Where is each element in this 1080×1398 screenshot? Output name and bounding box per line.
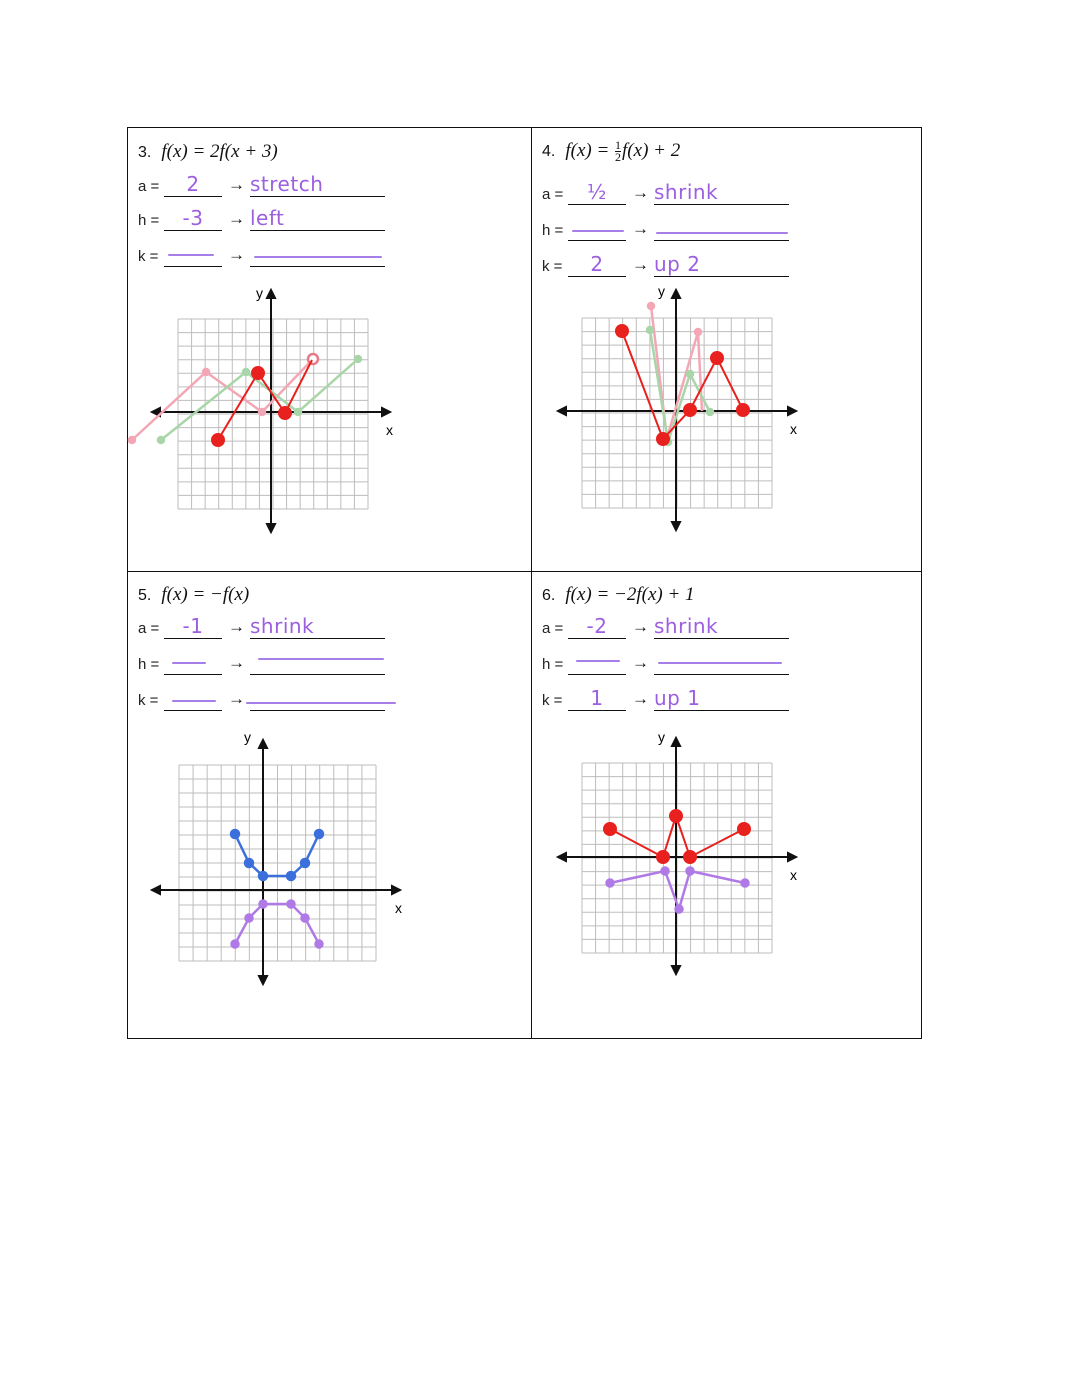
x-axis-label: x [395, 900, 402, 916]
k-effect-dash [254, 256, 382, 258]
a-effect-field[interactable]: shrink [654, 180, 789, 205]
y-axis-label: y [658, 729, 665, 745]
graph-3 [128, 282, 398, 542]
k-effect-field[interactable] [250, 242, 385, 267]
h-effect-dash [258, 658, 384, 660]
equation-text: f(x) = 2f(x + 3) [161, 141, 278, 162]
h-label: h = [542, 656, 564, 673]
equation-right: f(x) + 2 [622, 140, 681, 161]
problem-number: 4. [542, 143, 556, 160]
h-row [542, 216, 792, 242]
arrow-icon: → [632, 689, 649, 708]
arrow-icon: → [632, 653, 649, 672]
h-value-dash [572, 230, 624, 232]
x-axis-label: x [790, 867, 797, 883]
h-value-field[interactable]: -3 [164, 206, 222, 231]
k-label: k = [138, 248, 159, 265]
k-effect-dash [246, 702, 396, 704]
graph-6 [530, 728, 810, 988]
table-divider-horizontal [127, 571, 922, 572]
fraction-numerator: 1 [615, 138, 622, 153]
equation-left: f(x) = [565, 140, 610, 161]
k-row [542, 252, 792, 278]
x-axis-label: x [386, 422, 393, 438]
h-row [138, 206, 388, 232]
h-effect-dash [658, 662, 782, 664]
problem-number: 3. [138, 144, 152, 161]
problem-6-equation [542, 584, 695, 606]
a-row [542, 614, 792, 640]
a-effect-field[interactable]: stretch [250, 172, 385, 197]
k-row [138, 242, 388, 268]
arrow-icon: → [632, 183, 649, 202]
h-effect-field[interactable] [654, 216, 789, 241]
a-row [542, 180, 792, 206]
axes [558, 738, 796, 974]
problem-3-equation [138, 141, 278, 163]
a-label: a = [138, 620, 160, 637]
arrow-icon: → [632, 255, 649, 274]
arrow-icon: → [632, 617, 649, 636]
y-axis-label: y [256, 285, 263, 301]
graph-5 [128, 728, 408, 988]
a-value-field[interactable]: -1 [164, 614, 222, 639]
x-axis-label: x [790, 421, 797, 437]
y-axis-label: y [244, 729, 251, 745]
k-value-field[interactable] [164, 686, 222, 711]
arrow-icon: → [228, 617, 245, 636]
grid [179, 765, 376, 961]
fraction [615, 140, 621, 163]
k-row [542, 686, 792, 712]
h-value-field[interactable] [568, 650, 626, 675]
h-effect-field[interactable]: left [250, 206, 385, 231]
a-effect-field[interactable]: shrink [654, 614, 789, 639]
a-value-field[interactable]: 2 [164, 172, 222, 197]
k-row [138, 686, 388, 712]
k-effect-field[interactable] [250, 686, 385, 711]
a-label: a = [542, 620, 564, 637]
k-label: k = [542, 692, 563, 709]
equation-text: f(x) = −f(x) [161, 584, 250, 605]
graph-4 [530, 282, 810, 542]
k-value-field[interactable]: 2 [568, 252, 626, 277]
h-value-field[interactable] [568, 216, 626, 241]
problem-number: 5. [138, 587, 152, 604]
k-label: k = [542, 258, 563, 275]
a-label: a = [542, 186, 564, 203]
arrow-icon: → [228, 175, 245, 194]
arrow-icon: → [228, 653, 245, 672]
k-effect-field[interactable]: up 1 [654, 686, 789, 711]
grid [178, 319, 368, 509]
k-value-dash [172, 700, 216, 702]
problem-4-equation [542, 140, 680, 163]
arrow-icon: → [228, 209, 245, 228]
a-label: a = [138, 178, 160, 195]
h-value-dash [576, 660, 620, 662]
h-value-dash [172, 662, 206, 664]
k-value-dash [168, 254, 214, 256]
k-value-field[interactable]: 1 [568, 686, 626, 711]
k-effect-field[interactable]: up 2 [654, 252, 789, 277]
arrow-icon: → [228, 245, 245, 264]
h-effect-dash [656, 232, 788, 234]
h-label: h = [138, 212, 160, 229]
y-axis-label: y [658, 283, 665, 299]
problem-5-equation [138, 584, 249, 606]
equation-text: f(x) = −2f(x) + 1 [565, 584, 695, 605]
k-label: k = [138, 692, 159, 709]
h-row [542, 650, 792, 676]
problem-number: 6. [542, 587, 556, 604]
h-row [138, 650, 388, 676]
a-value-field[interactable]: ½ [568, 180, 626, 205]
h-label: h = [542, 222, 564, 239]
a-row [138, 172, 388, 198]
h-effect-field[interactable] [250, 650, 385, 675]
h-label: h = [138, 656, 160, 673]
a-effect-field[interactable]: shrink [250, 614, 385, 639]
a-row [138, 614, 388, 640]
arrow-icon: → [228, 689, 245, 708]
arrow-icon: → [632, 219, 649, 238]
fraction-denominator: 2 [615, 150, 622, 165]
a-value-field[interactable]: -2 [568, 614, 626, 639]
